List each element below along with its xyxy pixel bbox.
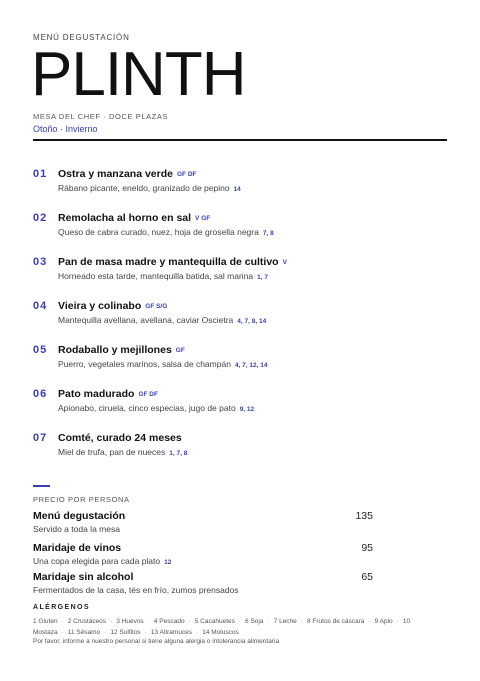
price-allergen-ref: 12 [164,559,172,566]
course-number: 01 [33,168,48,180]
course-name: Vieira y colinabo [58,300,142,312]
price-label: PRECIO POR PERSONA [33,495,130,504]
price-row [33,571,373,603]
allergen-separator: · [196,629,199,636]
course-desc-wrap [58,359,267,369]
price-value: 135 [355,510,373,522]
course-name: Pato madurado [58,388,135,400]
course-name-wrap [58,300,167,312]
dietary-tags: GF DF [176,171,197,178]
allergen-refs: 9, 12 [239,406,255,413]
price-desc-wrap [33,524,124,534]
allergen-refs: 4, 7, 12, 14 [234,362,268,369]
allergen-separator: · [144,629,147,636]
allergen-separator: · [147,618,150,625]
course-number: 07 [33,432,48,444]
allergen-refs: 1, 7, 8 [169,450,188,457]
allergens-list [33,616,447,638]
course-name-wrap [58,256,287,268]
price-row [33,510,373,542]
course-name-wrap [58,212,210,224]
allergen-item: 9 Apio [374,618,393,625]
course-description: Horneado esta tarde, mantequilla batida, sal marina [58,271,254,281]
course-desc-wrap [58,447,187,457]
dietary-tags: GF DF [138,391,158,398]
allergens-note: Por favor, informe a nuestro personal si tiene alguna alergia o intolerancia alimentaria [33,638,280,645]
course-item [33,344,447,388]
course-name: Ostra y manzana verde [58,168,173,180]
course-item [33,212,447,256]
price-value: 65 [361,571,373,583]
allergen-separator: · [368,618,371,625]
course-description: Rábano picante, eneldo, granizado de pepino [58,183,230,193]
course-name-wrap [58,168,196,180]
course-number: 02 [33,212,48,224]
page-title: PLINTH [31,40,246,109]
allergen-refs: 4, 7, 8, 14 [237,318,267,325]
allergen-separator: · [188,618,191,625]
allergen-separator: · [61,629,64,636]
course-list [33,168,447,476]
allergen-separator: · [396,618,399,625]
course-item [33,256,447,300]
allergen-separator: · [267,618,270,625]
allergen-item: 5 Cacahuetes [194,618,235,625]
course-item [33,432,447,476]
dietary-tags: GF [175,347,185,354]
course-description: Mantequilla avellana, avellana, caviar Oscietra [58,315,234,325]
eyebrow: MENÚ DEGUSTACIÓN [33,33,130,42]
subline: MESA DEL CHEF · DOCE PLAZAS [33,112,169,121]
allergens-title: ALÉRGENOS [33,604,90,611]
dietary-tags: GF S/G [145,303,168,310]
allergen-item: 13 Altramuces [150,629,193,636]
course-description: Miel de trufa, pan de nueces [58,447,166,457]
allergen-separator: · [300,618,303,625]
header-rule [33,139,447,141]
course-number: 03 [33,256,48,268]
price-description: Fermentados de la casa, tés en frío, zumos prensados [33,585,239,595]
course-desc-wrap [58,403,254,413]
allergen-item: 10 Mostaza [33,618,411,636]
course-desc-wrap [58,227,274,237]
course-desc-wrap [58,183,241,193]
course-number: 06 [33,388,48,400]
course-description: Queso de cabra curado, nuez, hoja de grosella negra [58,227,259,237]
price-desc-wrap [33,585,243,595]
allergen-item: 1 Gluten [33,618,58,625]
course-name-wrap [58,388,158,400]
allergen-item: 12 Sulfitos [110,629,141,636]
course-item [33,300,447,344]
allergen-item: 2 Crustáceos [67,618,107,625]
price-name: Maridaje de vinos [33,542,122,554]
allergen-refs: 7, 8 [262,230,274,237]
allergen-refs: 14 [233,186,241,193]
course-name: Rodaballo y mejillones [58,344,172,356]
allergen-item: 4 Pescado [153,618,185,625]
allergen-separator: · [238,618,242,625]
allergen-separator: · [110,618,113,625]
allergen-item: 11 Sésamo [67,629,101,636]
dietary-tags: V GF [195,215,211,222]
price-row [33,542,373,574]
price-name: Menú degustación [33,510,126,522]
price-desc-wrap [33,556,171,566]
allergen-separator: · [104,629,107,636]
course-desc-wrap [58,271,268,281]
course-number: 05 [33,344,48,356]
course-item [33,388,447,432]
price-description: Una copa elegida para cada plato [33,556,161,566]
price-value: 95 [361,542,373,554]
course-desc-wrap [58,315,266,325]
allergen-item: 3 Huevos [116,618,144,625]
course-description: Puerro, vegetales marinos, salsa de champán [58,359,231,369]
course-name: Pan de masa madre y mantequilla de cultivo [58,256,279,268]
accent-rule [33,485,50,487]
allergen-item: 7 Leche [273,618,297,625]
price-name: Maridaje sin alcohol [33,571,134,583]
price-description: Servido a toda la mesa [33,524,120,534]
course-item [33,168,447,212]
course-name: Remolacha al horno en sal [58,212,192,224]
course-description: Apionabo, ciruela, cinco especias, jugo de pato [58,403,236,413]
allergen-separator: · [61,618,64,625]
season: Otoño · Invierno [33,124,98,134]
course-name: Comté, curado 24 meses [58,432,182,444]
dietary-tags: V [282,259,287,266]
course-number: 04 [33,300,48,312]
allergen-item: 6 Soja [245,618,264,625]
allergen-item: 14 Moluscos [202,629,239,636]
course-name-wrap [58,344,185,356]
allergen-refs: 1, 7 [257,274,268,281]
course-name-wrap [58,432,186,444]
allergen-item: 8 Frutos de cáscara [306,618,365,625]
